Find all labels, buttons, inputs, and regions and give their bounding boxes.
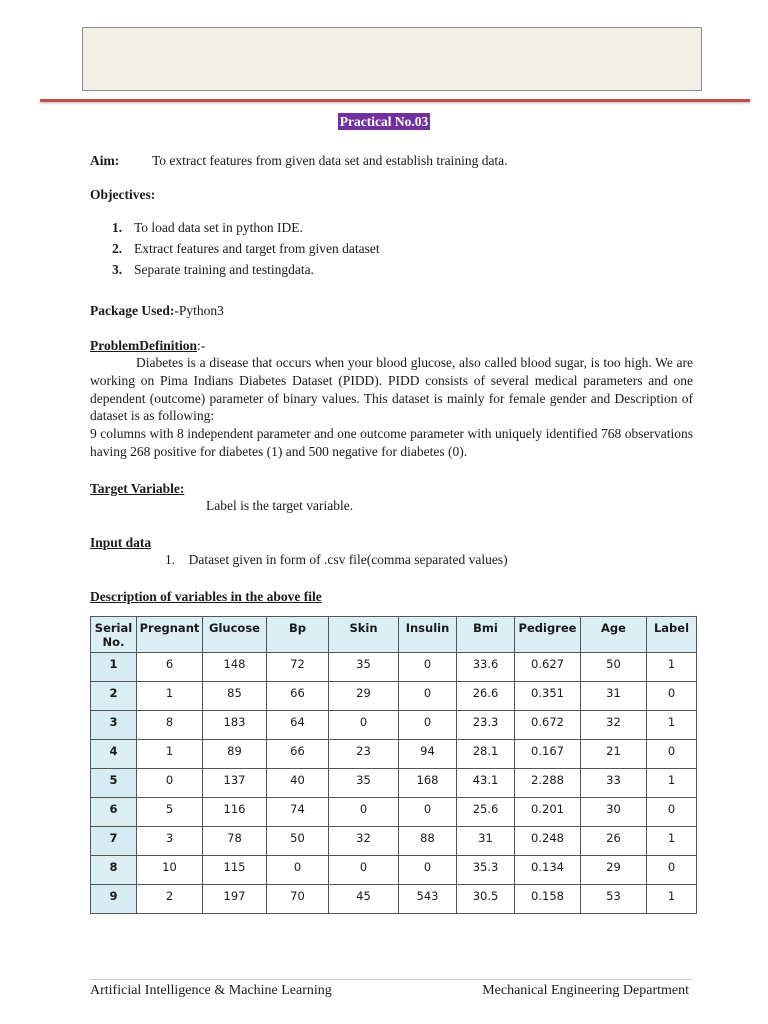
table-row — [91, 885, 697, 914]
table-cell: 0.201 — [515, 798, 581, 827]
table-cell: 74 — [267, 798, 329, 827]
table-cell: 1 — [647, 653, 697, 682]
table-cell: 0 — [267, 856, 329, 885]
table-cell: 0 — [647, 682, 697, 711]
table-cell: 40 — [267, 769, 329, 798]
table-cell: 85 — [203, 682, 267, 711]
table-cell: 0.351 — [515, 682, 581, 711]
objective-text: Extract features and target from given dataset — [134, 241, 380, 256]
serial-cell: 8 — [91, 856, 137, 885]
table-heading: Description of variables in the above file — [90, 589, 322, 604]
variables-table — [90, 616, 697, 914]
column-header: Age — [581, 617, 647, 653]
problem-paragraph-1: Diabetes is a disease that occurs when your blood glucose, also called blood sugar, is too high. We are working on Pima Indians Diabetes Dataset (PIDD). PIDD consists of several medical parameters and one dependent (outcome) parameter of binary values. This dataset is mainly for female gender and Description of dataset is as following: — [90, 355, 693, 424]
input-item: 1. Dataset given in form of .csv file(comma separated values) — [165, 552, 508, 567]
table-cell: 0 — [647, 856, 697, 885]
table-cell: 43.1 — [457, 769, 515, 798]
table-cell: 25.6 — [457, 798, 515, 827]
table-cell: 543 — [399, 885, 457, 914]
column-header: Bp — [267, 617, 329, 653]
table-cell: 148 — [203, 653, 267, 682]
table-cell: 0 — [329, 856, 399, 885]
column-header: Skin — [329, 617, 399, 653]
objective-item — [112, 241, 380, 257]
table-cell: 1 — [647, 769, 697, 798]
table-cell: 35 — [329, 769, 399, 798]
table-cell: 30 — [581, 798, 647, 827]
table-cell: 197 — [203, 885, 267, 914]
table-cell: 35 — [329, 653, 399, 682]
table-cell: 1 — [647, 827, 697, 856]
column-header: Pedigree — [515, 617, 581, 653]
table-cell: 0 — [329, 711, 399, 740]
serial-cell: 1 — [91, 653, 137, 682]
table-row — [91, 682, 697, 711]
objective-item — [112, 220, 303, 236]
table-cell: 50 — [581, 653, 647, 682]
target-heading: Target Variable: — [90, 481, 185, 496]
table-cell: 32 — [581, 711, 647, 740]
table-row — [91, 798, 697, 827]
table-row — [91, 856, 697, 885]
table-cell: 0 — [399, 653, 457, 682]
column-header: Label — [647, 617, 697, 653]
table-cell: 0 — [399, 856, 457, 885]
table-cell: 31 — [457, 827, 515, 856]
table-cell: 168 — [399, 769, 457, 798]
table-cell: 35.3 — [457, 856, 515, 885]
table-cell: 28.1 — [457, 740, 515, 769]
table-cell: 45 — [329, 885, 399, 914]
table-cell: 0.167 — [515, 740, 581, 769]
table-cell: 115 — [203, 856, 267, 885]
table-cell: 1 — [647, 885, 697, 914]
table-row — [91, 769, 697, 798]
table-cell: 1 — [137, 740, 203, 769]
serial-cell: 7 — [91, 827, 137, 856]
table-cell: 72 — [267, 653, 329, 682]
objective-number: 1. — [112, 220, 123, 235]
table-cell: 0.134 — [515, 856, 581, 885]
table-cell: 53 — [581, 885, 647, 914]
aim-text: To extract features from given data set and establish training data. — [152, 153, 508, 168]
table-row — [91, 740, 697, 769]
table-cell: 26 — [581, 827, 647, 856]
table-header-row — [91, 617, 697, 653]
table-cell: 89 — [203, 740, 267, 769]
footer-rule — [90, 979, 692, 980]
column-header: Glucose — [203, 617, 267, 653]
table-cell: 0 — [329, 798, 399, 827]
table-cell: 29 — [581, 856, 647, 885]
table-cell: 116 — [203, 798, 267, 827]
table-cell: 78 — [203, 827, 267, 856]
table-cell: 0 — [647, 798, 697, 827]
problem-paragraph-2: 9 columns with 8 independent parameter and one outcome parameter with uniquely identified 768 observations having 268 positive for diabetes (1) and 500 negative for diabetes (0). — [90, 426, 693, 459]
package-value: -Python3 — [174, 303, 224, 318]
footer-department: Mechanical Engineering Department — [482, 983, 689, 998]
table-cell: 21 — [581, 740, 647, 769]
table-cell: 64 — [267, 711, 329, 740]
table-cell: 2.288 — [515, 769, 581, 798]
table-cell: 0 — [399, 798, 457, 827]
table-cell: 31 — [581, 682, 647, 711]
column-header: Bmi — [457, 617, 515, 653]
problem-heading: ProblemDefinition — [90, 338, 197, 353]
footer-course: Artificial Intelligence & Machine Learning — [90, 983, 332, 998]
problem-heading-row — [90, 338, 205, 354]
package-label: Package Used: — [90, 303, 175, 318]
table-row — [91, 711, 697, 740]
table-cell: 5 — [137, 798, 203, 827]
table-cell: 94 — [399, 740, 457, 769]
objective-number: 3. — [112, 262, 123, 277]
objective-text: Separate training and testingdata. — [134, 262, 314, 277]
table-cell: 0.627 — [515, 653, 581, 682]
aim-row — [90, 153, 119, 169]
problem-heading-suffix: :- — [197, 338, 206, 353]
serial-cell: 3 — [91, 711, 137, 740]
table-body — [91, 653, 697, 914]
table-cell: 3 — [137, 827, 203, 856]
table-cell: 1 — [137, 682, 203, 711]
table-header — [91, 617, 697, 653]
table-cell: 23.3 — [457, 711, 515, 740]
table-cell: 2 — [137, 885, 203, 914]
table-cell: 23 — [329, 740, 399, 769]
table-cell: 0.672 — [515, 711, 581, 740]
table-cell: 29 — [329, 682, 399, 711]
table-cell: 0.158 — [515, 885, 581, 914]
objective-number: 2. — [112, 241, 123, 256]
table-cell: 0.248 — [515, 827, 581, 856]
column-header: Insulin — [399, 617, 457, 653]
table-cell: 0 — [647, 740, 697, 769]
table-cell: 6 — [137, 653, 203, 682]
objectives-heading: Objectives: — [90, 187, 156, 202]
table-cell: 66 — [267, 682, 329, 711]
problem-definition — [90, 354, 693, 461]
header-rule — [40, 99, 750, 102]
table-cell: 26.6 — [457, 682, 515, 711]
aim-label: Aim: — [90, 153, 120, 168]
table-cell: 183 — [203, 711, 267, 740]
table-cell: 66 — [267, 740, 329, 769]
header-box — [82, 27, 702, 91]
serial-cell: 2 — [91, 682, 137, 711]
objective-text: To load data set in python IDE. — [134, 220, 303, 235]
table-cell: 0 — [137, 769, 203, 798]
table-cell: 8 — [137, 711, 203, 740]
table-row — [91, 827, 697, 856]
package-row — [90, 303, 224, 319]
column-header: Serial No. — [91, 617, 137, 653]
table-cell: 70 — [267, 885, 329, 914]
serial-cell: 9 — [91, 885, 137, 914]
table-cell: 50 — [267, 827, 329, 856]
table-cell: 33 — [581, 769, 647, 798]
title-text: Practical No.03 — [339, 114, 429, 129]
table-cell: 32 — [329, 827, 399, 856]
serial-cell: 4 — [91, 740, 137, 769]
table-row — [91, 653, 697, 682]
serial-cell: 5 — [91, 769, 137, 798]
serial-cell: 6 — [91, 798, 137, 827]
table-cell: 0 — [399, 711, 457, 740]
table-cell: 88 — [399, 827, 457, 856]
input-heading: Input data — [90, 535, 152, 550]
table-cell: 137 — [203, 769, 267, 798]
table-cell: 33.6 — [457, 653, 515, 682]
table-cell: 10 — [137, 856, 203, 885]
page-title — [0, 114, 768, 130]
table-cell: 30.5 — [457, 885, 515, 914]
table-cell: 1 — [647, 711, 697, 740]
column-header: Pregnant — [137, 617, 203, 653]
table-cell: 0 — [399, 682, 457, 711]
objective-item — [112, 262, 314, 278]
target-text: Label is the target variable. — [206, 498, 354, 513]
